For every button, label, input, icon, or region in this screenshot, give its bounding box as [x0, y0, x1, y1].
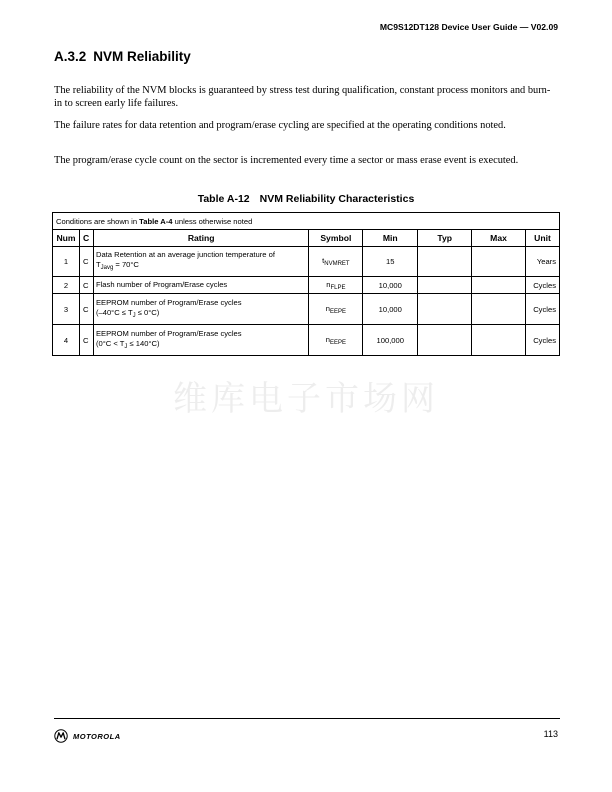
- row-rating: EEPROM number of Program/Erase cycles $(-40^\circ C \le T_J \le 0^\circ C)$: [93, 294, 308, 325]
- header-unit: Unit: [525, 230, 559, 247]
- row-num: 2: [53, 277, 80, 294]
- brand-name: MOTOROLA: [73, 731, 121, 741]
- row-unit: Cycles: [525, 277, 559, 294]
- header-num: Num: [53, 230, 80, 247]
- row-rating: Data Retention at an average junction temperature of $T_{Javg} = 70^\circ C$: [93, 247, 308, 277]
- row-class: C: [79, 325, 93, 356]
- nvm-reliability-table: [52, 212, 560, 356]
- row-typ: [418, 247, 472, 277]
- row-max: [472, 294, 526, 325]
- paragraph-failure-rates: The failure rates for data retention and program/erase cycling are specified at the operating conditions noted.: [54, 120, 506, 131]
- table-caption: [0, 193, 612, 205]
- row-class: C: [79, 294, 93, 325]
- section-title-text: NVM Reliability: [93, 49, 191, 64]
- table-title: NVM Reliability Characteristics: [259, 193, 415, 205]
- table-row: [53, 294, 560, 325]
- footer-logo: [54, 729, 121, 743]
- row-rating: EEPROM number of Program/Erase cycles $(0^\circ C < T_J \le 140^\circ C)$: [93, 325, 308, 356]
- header-min: Min: [363, 230, 418, 247]
- header-rating: Rating: [93, 230, 308, 247]
- row-symbol: $n_{FLPE}$: [309, 277, 363, 294]
- row-min: 15: [363, 247, 418, 277]
- row-max: [472, 247, 526, 277]
- row-class: C: [79, 247, 93, 277]
- row-num: 3: [53, 294, 80, 325]
- row-min: 10,000: [363, 294, 418, 325]
- header-typ: Typ: [418, 230, 472, 247]
- row-num: 1: [53, 247, 80, 277]
- footer-rule: [54, 718, 560, 719]
- row-min: 10,000: [363, 277, 418, 294]
- watermark: 维库电子市场网: [173, 379, 439, 419]
- section-number: A.3.2: [54, 49, 87, 64]
- conditions-table-ref: Table A-4: [139, 216, 173, 226]
- table-label: Table A-12: [197, 193, 250, 205]
- row-num: 4: [53, 325, 80, 356]
- header-c: C: [79, 230, 93, 247]
- row-symbol: $n_{EEPE}$: [309, 325, 363, 356]
- paragraph-cycle-count: The program/erase cycle count on the sector is incremented every time a sector or mass erase event is executed.: [54, 155, 519, 166]
- row-max: [472, 277, 526, 294]
- running-header: MC9S12DT128 Device User Guide — V02.09: [379, 22, 558, 32]
- row-symbol: $n_{EEPE}$: [309, 294, 363, 325]
- row-unit: Years: [525, 247, 559, 277]
- section-title: [54, 49, 191, 64]
- row-symbol: $t_{NVMRET}$: [309, 247, 363, 277]
- header-max: Max: [472, 230, 526, 247]
- row-typ: [418, 294, 472, 325]
- row-rating: Flash number of Program/Erase cycles: [93, 277, 308, 294]
- row-max: [472, 325, 526, 356]
- row-class: C: [79, 277, 93, 294]
- motorola-logo-icon: [54, 729, 68, 743]
- table-row: [53, 325, 560, 356]
- header-symbol: Symbol: [309, 230, 363, 247]
- row-typ: [418, 277, 472, 294]
- table-row: [53, 277, 560, 294]
- table-conditions: Conditions are shown in Table A-4 unless otherwise noted: [53, 213, 560, 230]
- table-row: [53, 247, 560, 277]
- row-unit: Cycles: [525, 325, 559, 356]
- page-number: 113: [543, 729, 558, 739]
- row-unit: Cycles: [525, 294, 559, 325]
- row-min: 100,000: [363, 325, 418, 356]
- paragraph-reliability: The reliability of the NVM blocks is guaranteed by stress test during qualification, constant process monitors and burn-in to screen early life failures.: [54, 85, 551, 109]
- row-typ: [418, 325, 472, 356]
